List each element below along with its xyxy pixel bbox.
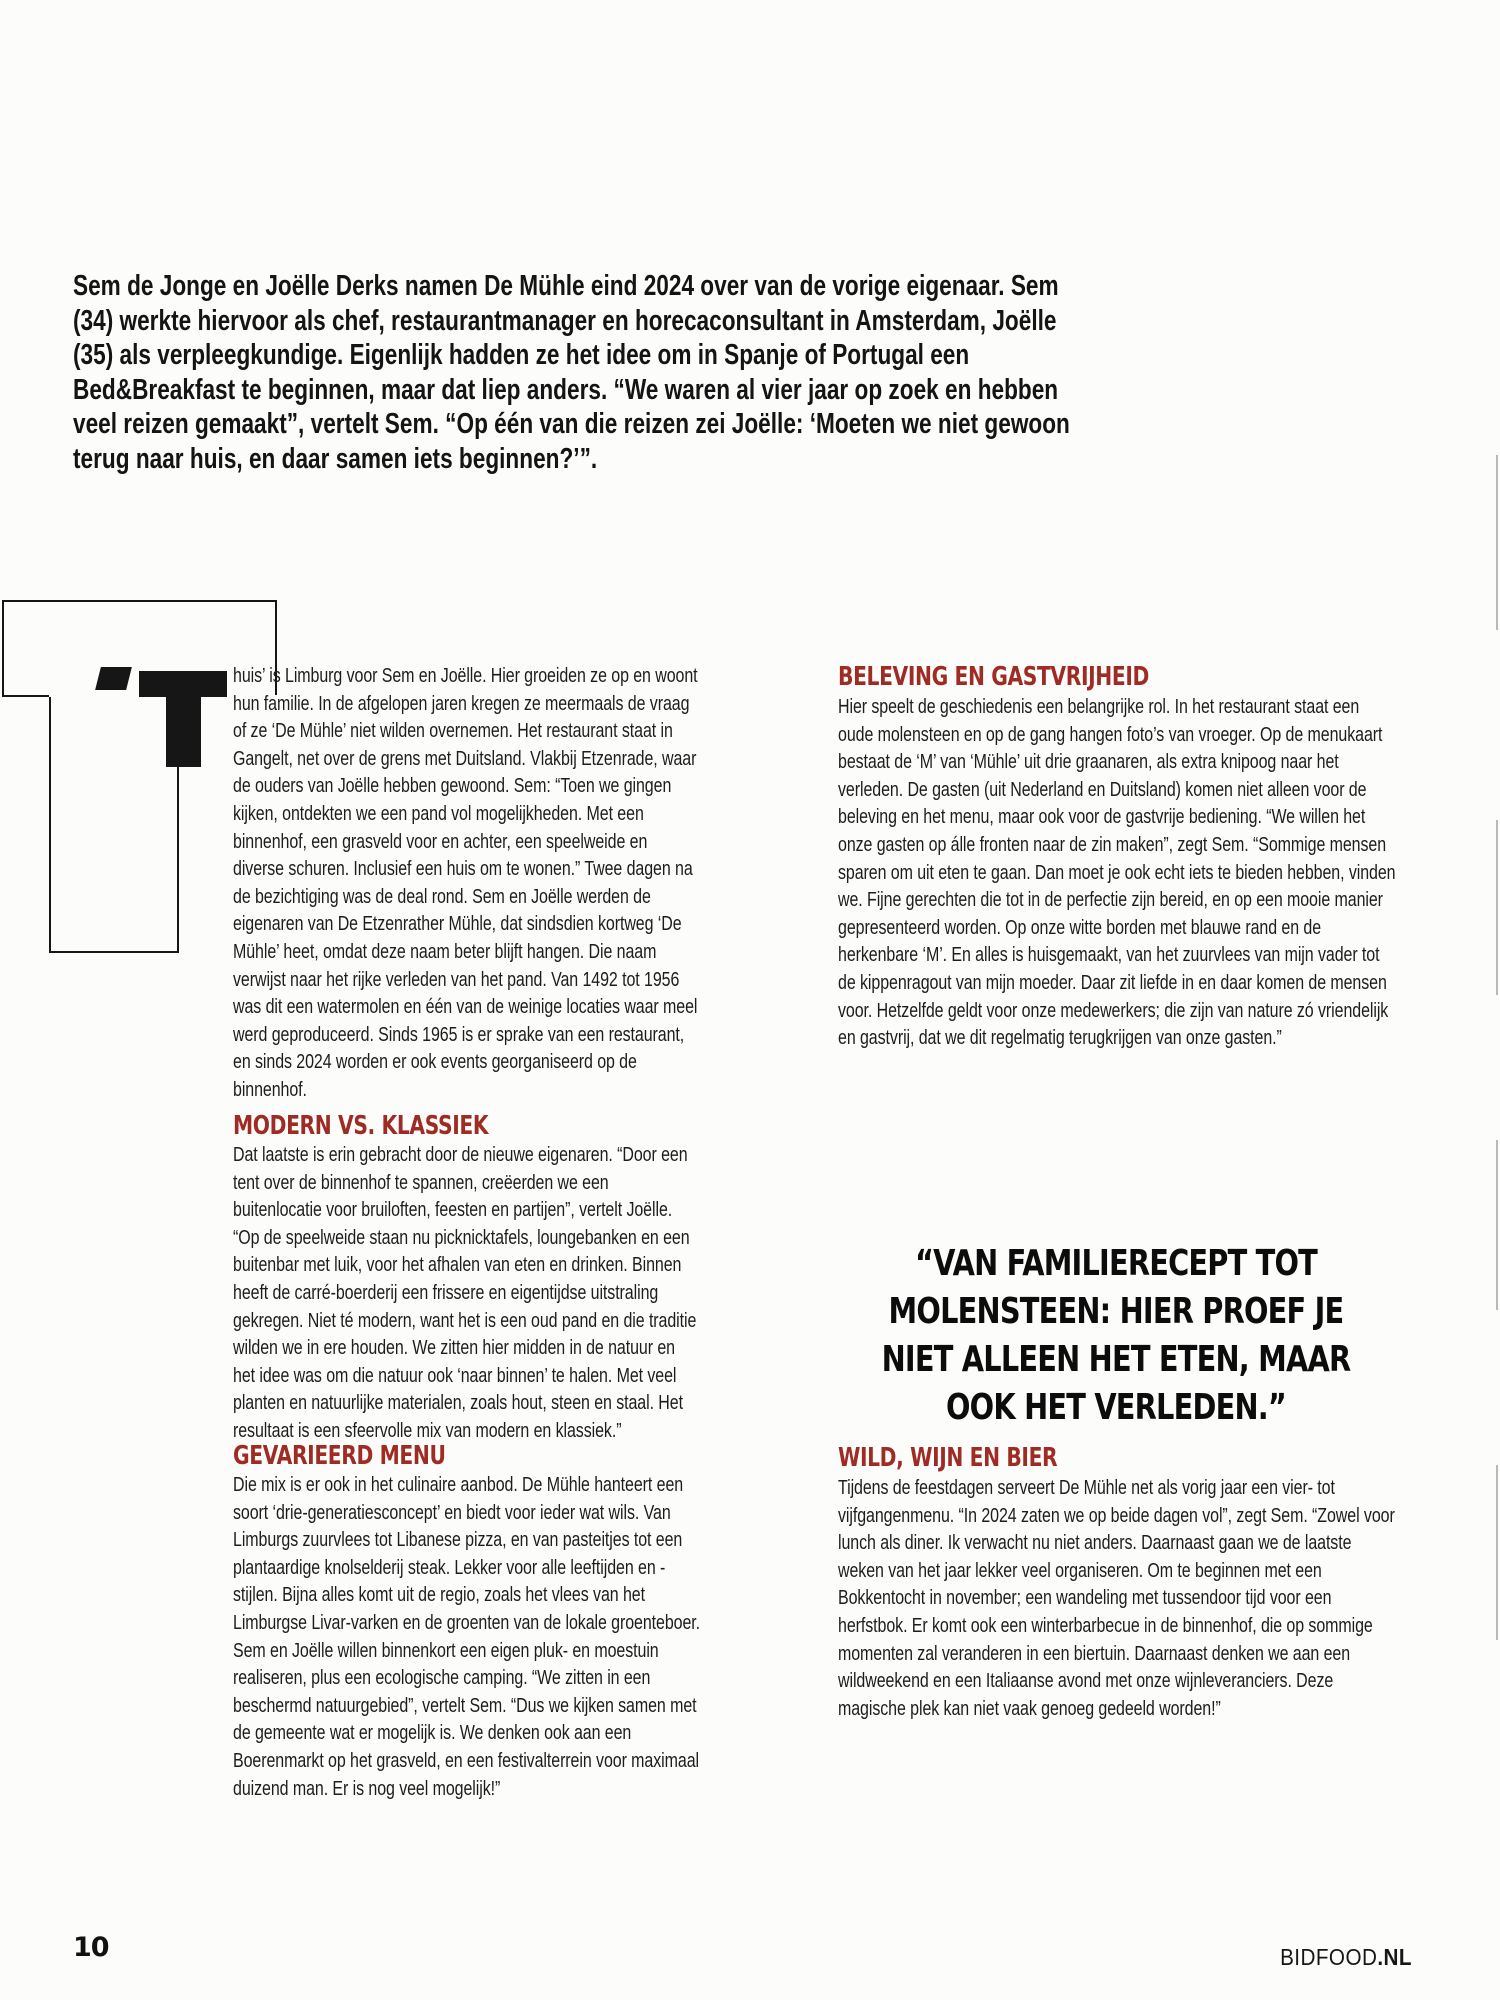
column1-paragraph-menu: Die mix is er ook in het culinaire aanbod. De Mühle hanteert een soort ‘drie-generatiesconcept’ en biedt voor ieder wat wils. Van Limburgs zuurvlees tot Libanese pizza, en van pasteitjes tot een plantaardige knolselderij steak. Lekker voor alle leeftijden en -stijlen. Bijna alles komt uit de regio, zoals het vlees van het Limburgse Livar-varken en de groenten van de lokale groenteboer. Sem en Joëlle willen binnenkort een eigen pluk- en moestuin realiseren, plus een ecologische camping. “We zitten in een beschermd natuurgebied”, vertelt Sem. “Dus we kijken samen met de gemeente wat er mogelijk is. We denken ook aan een Boerenmarkt op het grasveld, en een festivalterrein voor maximaal duizend man. Er is nog veel mogelijk!” <box>233 1473 701 1800</box>
footer-brand <box>1049 1944 1412 1971</box>
page-number: 10 <box>73 1932 109 1963</box>
heading-beleving-en-gastvrijheid: BELEVING EN GASTVRIJHEID <box>838 662 1149 692</box>
pull-quote-line: NIET ALLEEN HET ETEN, MAAR <box>881 1339 1351 1380</box>
heading-wild-wijn-en-bier: WILD, WIJN EN BIER <box>838 1443 1058 1473</box>
pull-quote <box>840 1240 1392 1432</box>
page-edge-mark <box>1496 1465 1498 1640</box>
column1-paragraph-modern: Dat laatste is erin gebracht door de nieuwe eigenaren. “Door een tent over de binnenhof te spannen, creëerden we een buitenlocatie voor bruiloften, feesten en partijen”, vertelt Joëlle. “Op de speelweide staan nu picknicktafels, loungebanken en een buitenbar met luik, voor het afhalen van eten en drinken. Binnen heeft de carré-boerderij een frissere en eigentijdse uitstraling gekregen. Niet té modern, want het is een oud pand en die traditie wilden we in ere houden. We zitten hier midden in de natuur en het idee was om die natuur ook ‘naar binnen’ te halen. Met veel planten en natuurlijke materialen, zoals hout, steen en staal. Het resultaat is een sfeervolle mix van modern en klassiek.” <box>233 1143 697 1442</box>
dropcap-frame-segment <box>2 695 49 697</box>
dropcap-letter-bar <box>139 671 227 697</box>
dropcap-letter-stem <box>166 697 201 767</box>
dropcap-apostrophe <box>95 667 132 690</box>
page-edge-mark <box>1496 820 1498 995</box>
page-edge-mark <box>1496 455 1498 630</box>
pull-quote-line: “VAN FAMILIERECEPT TOT <box>914 1243 1318 1284</box>
pull-quote-line: OOK HET VERLEDEN.” <box>945 1387 1287 1428</box>
heading-modern-vs-klassiek: MODERN VS. KLASSIEK <box>233 1111 489 1141</box>
heading-gevarieerd-menu: GEVARIEERD MENU <box>233 1441 446 1471</box>
footer-brand-name: BIDFOOD <box>1280 1944 1378 1970</box>
intro-paragraph: Sem de Jonge en Joëlle Derks namen De Mühle eind 2024 over van de vorige eigenaar. Sem (34) werkte hiervoor als chef, restaurantmanager en horecaconsultant in Amsterdam, Joëlle (35) als verpleegkundige. Eigenlijk hadden ze het idee om in Spanje of Portugal een Bed&Breakfast te beginnen, maar dat liep anders. “We waren al vier jaar op zoek en hebben veel reizen gemaakt”, vertelt Sem. “Op één van die reizen zei Joëlle: ‘Moeten we niet gewoon terug naar huis, en daar samen iets beginnen?’”. <box>73 270 1070 475</box>
column1-paragraph-intro: huis’ is Limburg voor Sem en Joëlle. Hier groeiden ze op en woont hun familie. In de afgelopen jaren kregen ze meermaals de vraag of ze ‘De Mühle’ niet wilden overnemen. Het restaurant staat in Gangelt, net over de grens met Duitsland. Vlakbij Etzenrade, waar de ouders van Joëlle hebben gewoond. Sem: “Toen we gingen kijken, ontdekten we een pand vol mogelijkheden. Met een binnenhof, een grasveld voor en achter, een speelweide en diverse schuren. Inclusief een huis om te wonen.” Twee dagen na de bezichtiging was de deal rond. Sem en Joëlle werden de eigenaren van De Etzenrather Mühle, dat sindsdien kortweg ‘De Mühle’ heet, omdat deze naam beter blijft hangen. Die naam verwijst naar het rijke verleden van het pand. Van 1492 tot 1956 was dit een watermolen en één van de weinige locaties waar meel werd geproduceerd. Sinds 1965 is er sprake van een restaurant, en sinds 2024 worden er ook events georganiseerd op de binnenhof. <box>233 664 698 1101</box>
column2-paragraph-wild: Tijdens de feestdagen serveert De Mühle net als vorig jaar een vier- tot vijfgangenmenu. “In 2024 zaten we op beide dagen vol”, zegt Sem. “Zowel voor lunch als diner. Ik verwacht nu niet anders. Daarnaast gaan we de laatste weken van het jaar lekker veel organiseren. Om te beginnen met een Bokkentocht in november; een wandeling met tussendoor tijd voor een herfstbok. Er komt ook een winterbarbecue in de binnenhof, die op sommige momenten zal veranderen in een biertuin. Daarnaast denken we aan een wildweekend en een Italiaanse avond met onze wijnleveranciers. Deze magische plek kan niet vaak genoeg gedeeld worden!” <box>838 1476 1395 1720</box>
dropcap-frame-bottom <box>49 697 179 953</box>
column2-paragraph-beleving: Hier speelt de geschiedenis een belangrijke rol. In het restaurant staat een oude molensteen en op de gang hangen foto’s van vroeger. Op de menukaart bestaat de ‘M’ van ‘Mühle’ uit drie graanaren, als extra knipoog naar het verleden. De gasten (uit Nederland en Duitsland) komen niet alleen voor de beleving en het menu, maar ook voor de gastvrije bediening. “We willen het onze gasten op álle fronten naar de zin maken”, zegt Sem. “Sommige mensen sparen om uit eten te gaan. Dan moet je ook echt iets te bieden hebben, vinden we. Fijne gerechten die tot in de perfectie zijn bereid, en op een mooie manier gepresenteerd worden. Op onze witte borden met blauwe rand en de herkenbare ‘M’. En alles is huisgemaakt, van het zuurvlees van mijn vader tot de kippenragout van mijn moeder. Daar zit liefde in en daar komen de mensen voor. Hetzelfde geldt voor onze medewerkers; die zijn van nature zó vriendelijk en gastvrij, dat we dit regelmatig terugkrijgen van onze gasten.” <box>838 695 1396 1050</box>
footer-brand-suffix: .NL <box>1377 1944 1412 1970</box>
pull-quote-line: MOLENSTEEN: HIER PROEF JE <box>888 1291 1344 1332</box>
page-edge-mark <box>1496 1140 1498 1310</box>
